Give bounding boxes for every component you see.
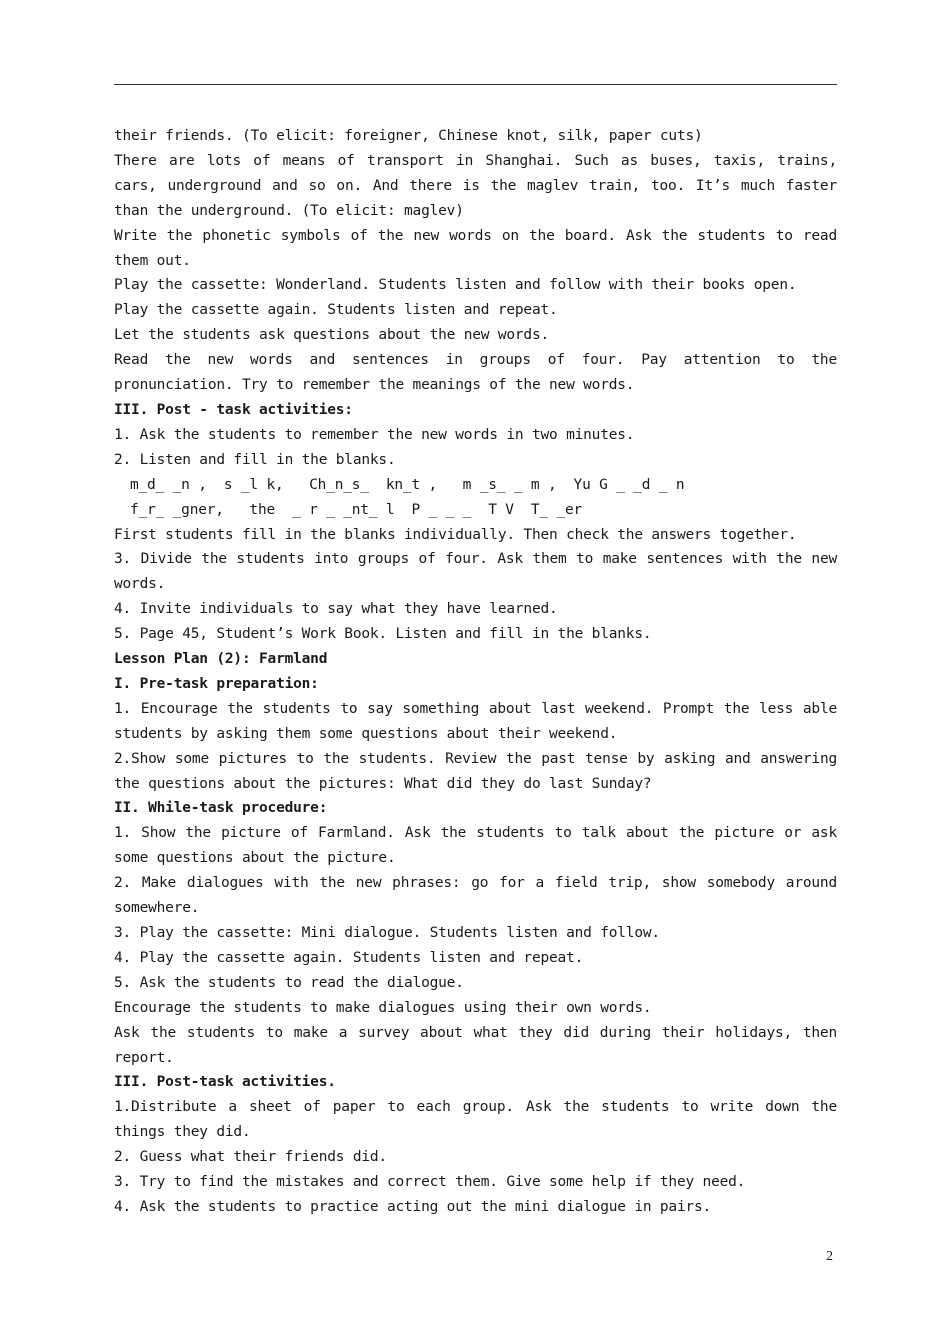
paragraph: Play the cassette: Wonderland. Students listen and follow with their books open. — [114, 277, 797, 294]
section-heading: III. Post - task activities: — [114, 401, 353, 418]
paragraph: 2. Guess what their friends did. — [114, 1149, 387, 1166]
paragraph: 3. Try to find the mistakes and correct them. Give some help if they need. — [114, 1174, 746, 1191]
section-heading: II. While-task procedure: — [114, 800, 328, 817]
paragraph: 1.Distribute a sheet of paper to each group. Ask the students to write down the things they did. — [114, 1099, 837, 1141]
paragraph: 2.Show some pictures to the students. Review the past tense by asking and answering the questions about the pictures: What did they do last Sunday? — [114, 750, 837, 792]
paragraph: Read the new words and sentences in groups of four. Pay attention to the pronunciation. Try to remember the meanings of the new words. — [114, 352, 837, 394]
fill-blanks-line: f_r_ _gner, the _ r _ _nt_ l P _ _ _ T V T_ _er — [130, 501, 583, 518]
paragraph: Write the phonetic symbols of the new words on the board. Ask the students to read them out. — [114, 227, 837, 269]
paragraph: 5. Page 45, Student’s Work Book. Listen and fill in the blanks. — [114, 626, 652, 643]
paragraph: 5. Ask the students to read the dialogue. — [114, 974, 464, 991]
paragraph: 2. Listen and fill in the blanks. — [114, 451, 396, 468]
paragraph: Play the cassette again. Students listen and repeat. — [114, 302, 558, 319]
section-heading: I. Pre-task preparation: — [114, 675, 319, 692]
paragraph: 1. Ask the students to remember the new words in two minutes. — [114, 426, 635, 443]
paragraph: 3. Divide the students into groups of four. Ask them to make sentences with the new words. — [114, 551, 837, 593]
paragraph: 4. Invite individuals to say what they have learned. — [114, 601, 558, 618]
paragraph: Let the students ask questions about the new words. — [114, 327, 550, 344]
paragraph: 2. Make dialogues with the new phrases: go for a field trip, show somebody around somewhere. — [114, 875, 837, 917]
lesson-title: Lesson Plan (2): Farmland — [114, 651, 328, 668]
paragraph: 3. Play the cassette: Mini dialogue. Students listen and follow. — [114, 925, 660, 941]
paragraph: Encourage the students to make dialogues using their own words. — [114, 999, 652, 1016]
paragraph: There are lots of means of transport in Shanghai. Such as buses, taxis, trains, cars, underground and so on. And there is the maglev train, too. It’s much faster than the underground. (To elicit: maglev) — [114, 152, 837, 219]
document-body — [114, 124, 837, 1220]
section-heading: III. Post-task activities. — [114, 1074, 336, 1091]
paragraph: Ask the students to make a survey about what they did during their holidays, then report. — [114, 1024, 837, 1066]
fill-blanks-line: m_d_ _n , s _l k, Ch_n_s_ kn_t , m _s_ _ m , Yu G _ _d _ n — [130, 476, 685, 493]
paragraph: First students fill in the blanks individually. Then check the answers together. — [114, 526, 797, 543]
page-number: 2 — [826, 1249, 833, 1264]
paragraph: 4. Play the cassette again. Students listen and repeat. — [114, 949, 584, 966]
paragraph: their friends. (To elicit: foreigner, Chinese knot, silk, paper cuts) — [114, 128, 703, 144]
paragraph: 1. Show the picture of Farmland. Ask the students to talk about the picture or ask some questions about the picture. — [114, 825, 837, 867]
paragraph: 1. Encourage the students to say something about last weekend. Prompt the less able students by asking them some questions about their weekend. — [114, 700, 837, 742]
header-rule — [114, 84, 837, 85]
paragraph: 4. Ask the students to practice acting out the mini dialogue in pairs. — [114, 1198, 712, 1215]
